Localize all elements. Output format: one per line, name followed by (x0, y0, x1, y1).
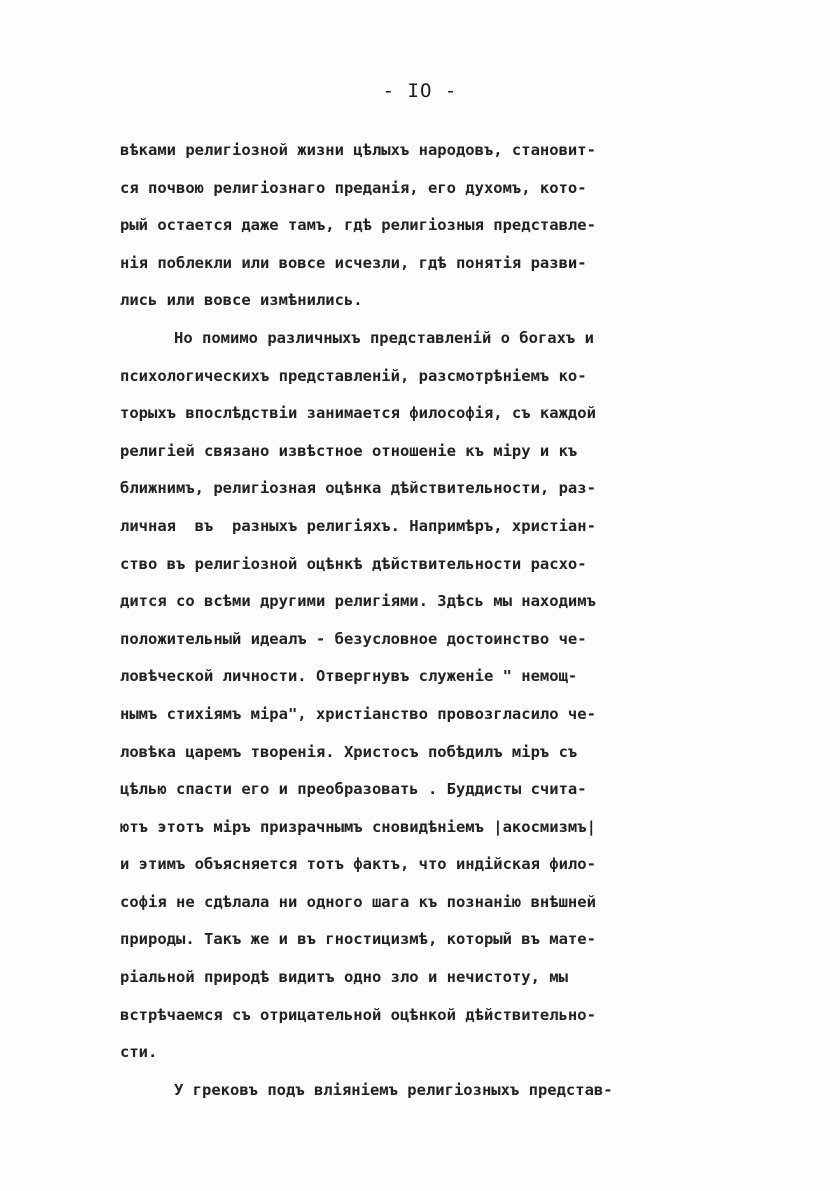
text-line: ство въ религіозной оцѣнкѣ дѣйствительности расхо- (120, 554, 587, 573)
text-line: ближнимъ, религіозная оцѣнка дѣйствительности, раз- (120, 479, 596, 498)
text-line: ловѣка царемъ творенія. Христосъ побѣдилъ міръ съ (120, 742, 578, 761)
text-line: нымъ стихіямъ міра", христіанство провозгласило че- (120, 704, 596, 723)
text-line: вѣками религіозной жизни цѣлыхъ народовъ, становит- (120, 141, 596, 159)
text-line: лись или вовсе измѣнились. (120, 291, 363, 310)
text-line: и этимъ объясняется тотъ фактъ, что индійская фило- (120, 855, 596, 874)
paragraph-first-line: Но помимо различныхъ представленій о богахъ и (174, 328, 594, 347)
text-line: ловѣческой личности. Отвергнувъ служеніе " немощ- (120, 667, 578, 686)
text-line: положительный идеалъ - безусловное достоинство че- (120, 629, 587, 648)
text-line: дится со всѣми другими религіями. Здѣсь мы находимъ (120, 592, 596, 611)
text-line: ся почвою религіознаго преданія, его духомъ, кото- (120, 178, 587, 197)
text-line: личная въ разныхъ религіяхъ. Напримѣръ, христіан- (120, 516, 596, 535)
text-line: ріальной природѣ видитъ одно зло и нечистоту, мы (120, 968, 568, 987)
text-line: психологическихъ представленій, разсмотрѣніемъ ко- (120, 366, 587, 385)
text-line: рый остается даже тамъ, гдѣ религіозныя представле- (120, 216, 596, 235)
text-line: нія поблекли или вовсе исчезли, гдѣ понятія разви- (120, 253, 587, 272)
text-line: софія не сдѣлала ни одного шага къ познанію внѣшней (120, 892, 596, 911)
paragraph-first-line: У грековъ подъ вліяніемъ религіозныхъ представ- (174, 1080, 613, 1099)
text-line: религіей связано извѣстное отношеніе къ міру и къ (120, 441, 578, 460)
body-text (120, 132, 710, 1109)
text-line: встрѣчаемся съ отрицательной оцѣнкой дѣйствительно- (120, 1005, 596, 1024)
text-line: ютъ этотъ міръ призрачнымъ сновидѣніемъ |акосмизмъ| (120, 817, 596, 836)
text-line: торыхъ впослѣдствіи занимается философія, съ каждой (120, 404, 596, 423)
text-line: цѣлью спасти его и преобразовать . Буддисты счита- (120, 780, 587, 799)
text-line: сти. (120, 1043, 158, 1062)
text-line: природы. Такъ же и въ гностицизмѣ, который въ мате- (120, 930, 596, 949)
page-number: - IO - (382, 80, 458, 102)
